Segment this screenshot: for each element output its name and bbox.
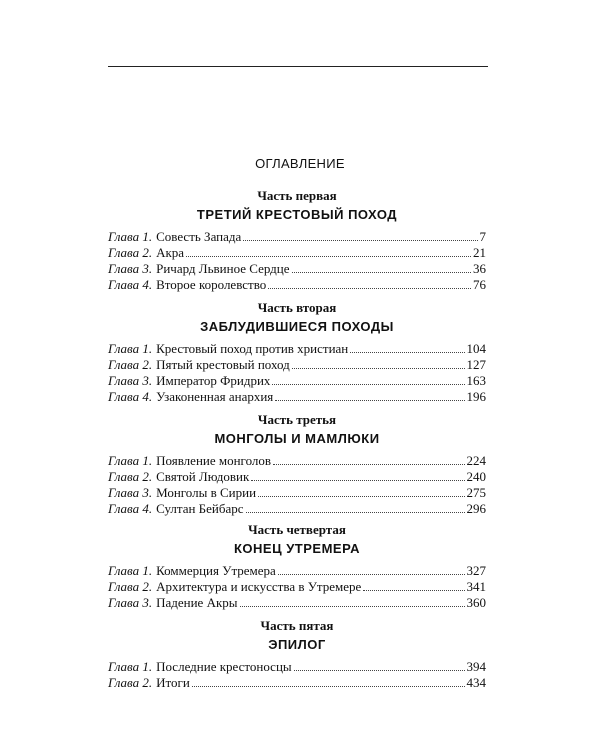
toc-entry[interactable] bbox=[108, 357, 486, 373]
toc-entry[interactable] bbox=[108, 485, 486, 501]
chapter-number: Глава 4. bbox=[108, 277, 153, 292]
chapter-title: Монголы в Сирии bbox=[156, 485, 257, 500]
chapter-title: Император Фридрих bbox=[156, 373, 271, 388]
chapter-title: Появление монголов bbox=[156, 453, 272, 468]
part-4 bbox=[108, 522, 486, 611]
dot-leader bbox=[251, 480, 464, 481]
chapter-title: Султан Бейбарс bbox=[156, 501, 244, 516]
page-number: 76 bbox=[473, 277, 486, 292]
page-number: 224 bbox=[466, 453, 486, 468]
page-number: 360 bbox=[466, 595, 486, 610]
dot-leader bbox=[272, 384, 464, 385]
dot-leader bbox=[363, 590, 464, 591]
chapter-number: Глава 3. bbox=[108, 595, 153, 610]
toc-entry[interactable] bbox=[108, 389, 486, 405]
dot-leader bbox=[240, 606, 465, 607]
top-rule bbox=[108, 66, 488, 67]
page-number: 327 bbox=[466, 563, 486, 578]
toc-entry[interactable] bbox=[108, 595, 486, 611]
chapter-number: Глава 2. bbox=[108, 245, 153, 260]
chapter-number: Глава 3. bbox=[108, 485, 153, 500]
toc-entry[interactable] bbox=[108, 659, 486, 675]
dot-leader bbox=[268, 288, 471, 289]
chapter-title: Архитектура и искусства в Утремере bbox=[156, 579, 362, 594]
toc-entry[interactable] bbox=[108, 341, 486, 357]
chapter-number: Глава 2. bbox=[108, 357, 153, 372]
page-number: 104 bbox=[466, 341, 486, 356]
page-number: 7 bbox=[479, 229, 486, 244]
toc-entry[interactable] bbox=[108, 277, 486, 293]
chapter-number: Глава 1. bbox=[108, 563, 153, 578]
dot-leader bbox=[292, 368, 465, 369]
chapter-title: Пятый крестовый поход bbox=[156, 357, 290, 372]
dot-leader bbox=[186, 256, 471, 257]
page-number: 21 bbox=[473, 245, 486, 260]
toc-entry[interactable] bbox=[108, 261, 486, 277]
toc-entry[interactable] bbox=[108, 579, 486, 595]
dot-leader bbox=[294, 670, 465, 671]
page-number: 394 bbox=[466, 659, 486, 674]
chapter-title: Крестовый поход против христиан bbox=[156, 341, 349, 356]
toc-entry[interactable] bbox=[108, 563, 486, 579]
part-label: Часть третья bbox=[257, 412, 337, 427]
dot-leader bbox=[273, 464, 464, 465]
page-number: 36 bbox=[473, 261, 486, 276]
part-label: Часть первая bbox=[257, 188, 337, 203]
page-number: 240 bbox=[466, 469, 486, 484]
part-title: КОНЕЦ УТРЕМЕРА bbox=[234, 541, 360, 556]
page-number: 127 bbox=[466, 357, 486, 372]
toc-title: ОГЛАВЛЕНИЕ bbox=[255, 156, 345, 171]
part-title: ЗАБЛУДИВШИЕСЯ ПОХОДЫ bbox=[200, 319, 394, 334]
chapter-number: Глава 3. bbox=[108, 373, 153, 388]
chapter-number: Глава 2. bbox=[108, 675, 153, 690]
part-2 bbox=[108, 300, 486, 405]
chapter-number: Глава 1. bbox=[108, 659, 153, 674]
toc-entry[interactable] bbox=[108, 453, 486, 469]
dot-leader bbox=[246, 512, 465, 513]
chapter-title: Святой Людовик bbox=[156, 469, 250, 484]
part-3 bbox=[108, 412, 486, 517]
toc-entry[interactable] bbox=[108, 469, 486, 485]
chapter-title: Итоги bbox=[156, 675, 190, 690]
chapter-number: Глава 1. bbox=[108, 341, 153, 356]
chapter-title: Второе королевство bbox=[156, 277, 267, 292]
chapter-number: Глава 4. bbox=[108, 501, 153, 516]
chapter-title: Ричард Львиное Сердце bbox=[156, 261, 290, 276]
dot-leader bbox=[350, 352, 464, 353]
part-label: Часть четвертая bbox=[248, 522, 346, 537]
chapter-number: Глава 4. bbox=[108, 389, 153, 404]
toc-entry[interactable] bbox=[108, 229, 486, 245]
chapter-number: Глава 1. bbox=[108, 229, 153, 244]
page-number: 341 bbox=[466, 579, 486, 594]
page-number: 275 bbox=[466, 485, 486, 500]
toc-entry[interactable] bbox=[108, 373, 486, 389]
chapter-number: Глава 2. bbox=[108, 579, 153, 594]
dot-leader bbox=[258, 496, 464, 497]
chapter-title: Совесть Запада bbox=[156, 229, 242, 244]
chapter-title: Узаконенная анархия bbox=[156, 389, 274, 404]
dot-leader bbox=[243, 240, 477, 241]
page-number: 296 bbox=[466, 501, 486, 516]
part-title: ТРЕТИЙ КРЕСТОВЫЙ ПОХОД bbox=[196, 207, 398, 222]
chapter-number: Глава 2. bbox=[108, 469, 153, 484]
chapter-title: Падение Акры bbox=[156, 595, 238, 610]
page-number: 434 bbox=[466, 675, 486, 690]
chapter-number: Глава 1. bbox=[108, 453, 153, 468]
part-title: ЭПИЛОГ bbox=[268, 637, 326, 652]
page-number: 163 bbox=[466, 373, 486, 388]
part-5 bbox=[108, 618, 486, 691]
part-label: Часть пятая bbox=[260, 618, 334, 633]
dot-leader bbox=[292, 272, 471, 273]
dot-leader bbox=[275, 400, 464, 401]
dot-leader bbox=[278, 574, 465, 575]
chapter-title: Акра bbox=[156, 245, 185, 260]
part-label: Часть вторая bbox=[257, 300, 337, 315]
chapter-number: Глава 3. bbox=[108, 261, 153, 276]
chapter-title: Последние крестоносцы bbox=[156, 659, 292, 674]
page-number: 196 bbox=[466, 389, 486, 404]
chapter-title: Коммерция Утремера bbox=[156, 563, 276, 578]
dot-leader bbox=[192, 686, 465, 687]
toc-entry[interactable] bbox=[108, 501, 486, 517]
toc-entry[interactable] bbox=[108, 245, 486, 261]
toc-entry[interactable] bbox=[108, 675, 486, 691]
part-1 bbox=[108, 188, 486, 293]
part-title: МОНГОЛЫ И МАМЛЮКИ bbox=[214, 431, 380, 446]
